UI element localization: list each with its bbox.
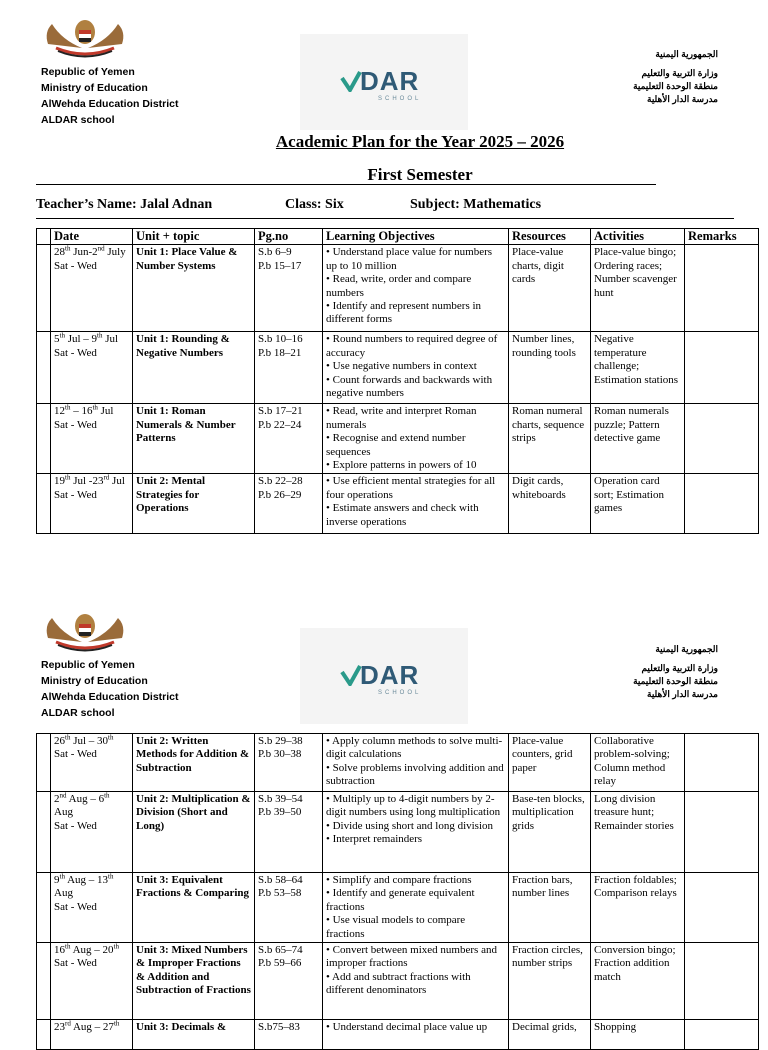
left-header — [41, 657, 179, 721]
objective-item: • Interpret remainders — [326, 833, 423, 846]
page-number: P.b 39–50 — [258, 806, 302, 819]
activities-cell: Conversion bingo; Fraction addition match — [591, 943, 685, 1020]
page-number-cell — [255, 245, 323, 332]
col-header: Date — [51, 229, 133, 245]
date-cell: 12th – 16th Jul Sat - Wed — [51, 404, 133, 474]
objective-item: • Divide using short and long division — [326, 819, 494, 832]
left-header-line: ALDAR school — [41, 707, 115, 719]
left-header-line: Republic of Yemen — [41, 66, 135, 78]
objectives-cell — [323, 1020, 509, 1050]
right-header-line: الجمهورية اليمنية — [655, 644, 718, 654]
activities-cell: Negative temperature challenge; Estimation stations — [591, 332, 685, 404]
objectives-cell — [323, 245, 509, 332]
table-row — [37, 734, 759, 792]
table-row — [37, 792, 759, 873]
ordinal-suffix: th — [65, 403, 71, 412]
table-row — [37, 332, 759, 404]
logo-subtext: SCHOOL — [378, 690, 422, 696]
objective-item: • Count forwards and backwards with negative numbers — [326, 373, 493, 400]
page-number: P.b 53–58 — [258, 887, 302, 900]
objectives-cell — [323, 873, 509, 943]
objective-item: • Use visual models to compare fractions — [326, 914, 466, 940]
yemen-emblem-icon — [42, 608, 128, 652]
logo-text: DAR — [360, 660, 420, 690]
page-number: S.b 22–28 — [258, 475, 303, 488]
date-cell: 2nd Aug – 6th Aug Sat - Wed — [51, 792, 133, 873]
page-number: S.b 58–64 — [258, 874, 303, 886]
row-marker-cell — [37, 404, 51, 474]
resources-cell: Place-value charts, digit cards — [509, 245, 591, 332]
ordinal-suffix: rd — [65, 1019, 71, 1028]
page-number: S.b75–83 — [258, 1021, 300, 1034]
table-row — [37, 404, 759, 474]
objective-item: • Convert between mixed numbers and improper fractions — [326, 944, 497, 970]
topic-cell: Unit 3: Mixed Numbers & Improper Fractions & Addition and Subtraction of Fractions — [133, 943, 255, 1020]
remarks-cell — [685, 873, 759, 943]
col-header: Learning Objectives — [323, 229, 509, 245]
objectives-cell — [323, 734, 509, 792]
right-header-line: منطقة الوحدة التعليمية — [633, 676, 718, 686]
row-marker-cell — [37, 792, 51, 873]
page-number: S.b 10–16 — [258, 333, 303, 346]
page-number: P.b 59–66 — [258, 957, 302, 970]
objectives-cell — [323, 792, 509, 873]
semester-title: First Semester — [367, 165, 473, 184]
page-number: P.b 18–21 — [258, 346, 302, 359]
topic-cell: Unit 3: Decimals & — [133, 1020, 255, 1050]
page-number: S.b 65–74 — [258, 944, 303, 957]
resources-cell: Number lines, rounding tools — [509, 332, 591, 404]
right-header-line: منطقة الوحدة التعليمية — [633, 81, 718, 91]
ordinal-suffix: th — [65, 473, 71, 482]
objective-item: • Use efficient mental strategies for all four operations — [326, 475, 496, 501]
table-row — [37, 873, 759, 943]
objectives-cell — [323, 404, 509, 474]
left-header — [41, 64, 179, 128]
left-header-line: Ministry of Education — [41, 675, 148, 687]
objective-item: • Understand decimal place value up — [326, 1021, 488, 1034]
remarks-cell — [685, 943, 759, 1020]
right-header-line: مدرسة الدار الأهلية — [647, 689, 718, 699]
topic-cell: Unit 1: Roman Numerals & Number Patterns — [133, 404, 255, 474]
date-cell: 26th Jul – 30th Sat - Wed — [51, 734, 133, 792]
objective-item: • Identify and represent numbers in different forms — [326, 300, 482, 326]
activities-cell: Place-value bingo; Ordering races; Number scavenger hunt — [591, 245, 685, 332]
ordinal-suffix: th — [65, 244, 71, 253]
remarks-cell — [685, 474, 759, 534]
activities-cell: Shopping — [591, 1020, 685, 1050]
teacher-name: Teacher’s Name: Jalal Adnan — [36, 197, 213, 212]
page-number: S.b 29–38 — [258, 735, 303, 747]
remarks-cell — [685, 332, 759, 404]
activities-cell: Collaborative problem-solving; Column method relay — [591, 734, 685, 792]
objective-item: • Round numbers to required degree of accuracy — [326, 333, 498, 359]
remarks-cell — [685, 734, 759, 792]
logo-mark-icon — [340, 664, 362, 686]
date-cell: 9th Aug – 13th Aug Sat - Wed — [51, 873, 133, 943]
objectives-cell — [323, 332, 509, 404]
date-cell: 5th Jul – 9th Jul Sat - Wed — [51, 332, 133, 404]
right-header — [633, 643, 718, 701]
resources-cell: Roman numeral charts, sequence strips — [509, 404, 591, 474]
plan-table-page-1 — [36, 228, 759, 534]
row-marker-cell — [37, 474, 51, 534]
left-header-line: Republic of Yemen — [41, 659, 135, 671]
objective-item: • Simplify and compare fractions — [326, 874, 472, 886]
objective-item: • Identify and generate equivalent fractions — [326, 887, 475, 913]
ordinal-suffix: nd — [97, 244, 105, 253]
page-number: P.b 30–38 — [258, 748, 302, 761]
right-header-line: مدرسة الدار الأهلية — [647, 94, 718, 104]
page-number-cell — [255, 474, 323, 534]
col-header: Activities — [591, 229, 685, 245]
date-cell: 19th Jul -23rd Jul Sat - Wed — [51, 474, 133, 534]
page-number-cell — [255, 404, 323, 474]
objective-item: • Apply column methods to solve multi-digit calculations — [326, 735, 503, 761]
subject-label: Subject: Mathematics — [410, 197, 542, 212]
page-number-cell — [255, 332, 323, 404]
ordinal-suffix: th — [113, 1019, 120, 1028]
table-row — [37, 943, 759, 1020]
table-row — [37, 1020, 759, 1050]
resources-cell: Digit cards, whiteboards — [509, 474, 591, 534]
topic-cell: Unit 2: Mental Strategies for Operations — [133, 474, 255, 534]
remarks-cell — [685, 245, 759, 332]
ordinal-suffix: th — [59, 872, 65, 881]
page-number: P.b 26–29 — [258, 488, 302, 501]
topic-cell: Unit 2: Written Methods for Addition & Subtraction — [133, 734, 255, 792]
divider — [36, 184, 656, 185]
right-header-line: وزارة التربية والتعليم — [641, 68, 718, 78]
right-header-line: وزارة التربية والتعليم — [641, 663, 718, 673]
ordinal-suffix: nd — [59, 791, 67, 800]
page-number-cell — [255, 1020, 323, 1050]
remarks-cell — [685, 404, 759, 474]
left-header-line: ALDAR school — [41, 114, 115, 126]
topic-cell: Unit 2: Multiplication & Division (Short and Long) — [133, 792, 255, 873]
page-number: S.b 39–54 — [258, 793, 303, 805]
ordinal-suffix: th — [59, 331, 65, 340]
resources-cell: Fraction circles, number strips — [509, 943, 591, 1020]
ordinal-suffix: th — [113, 942, 119, 951]
col-header: Resources — [509, 229, 591, 245]
topic-cell: Unit 1: Place Value & Number Systems — [133, 245, 255, 332]
page-number-cell — [255, 943, 323, 1020]
page-number-cell — [255, 734, 323, 792]
ordinal-suffix: rd — [103, 473, 110, 482]
ordinal-suffix: th — [104, 791, 110, 800]
divider — [36, 218, 734, 219]
objective-item: • Multiply up to 4-digit numbers by 2-digit numbers using long multiplication — [326, 793, 501, 819]
ordinal-suffix: th — [65, 942, 71, 951]
objective-item: • Estimate answers and check with inverse operations — [326, 502, 479, 528]
remarks-cell — [685, 1020, 759, 1050]
row-marker-cell — [37, 332, 51, 404]
objective-item: • Explore patterns in powers of 10 — [326, 459, 477, 472]
resources-cell: Decimal grids, — [509, 1020, 591, 1050]
row-marker-cell — [37, 873, 51, 943]
objectives-cell — [323, 474, 509, 534]
objective-item: • Understand place value for numbers up to 10 million — [326, 246, 493, 272]
col-header: Pg.no — [255, 229, 323, 245]
table-row — [37, 245, 759, 332]
objectives-cell — [323, 943, 509, 1020]
activities-cell: Operation card sort; Estimation games — [591, 474, 685, 534]
row-marker-cell — [37, 1020, 51, 1050]
page-title: Academic Plan for the Year 2025 – 2026 — [275, 132, 565, 151]
ordinal-suffix: th — [65, 733, 71, 742]
activities-cell: Roman numerals puzzle; Pattern detective game — [591, 404, 685, 474]
objective-item: • Recognise and extend number sequences — [326, 432, 466, 458]
activities-cell: Fraction foldables; Comparison relays — [591, 873, 685, 943]
logo-text: DAR — [360, 66, 420, 96]
objective-item: • Add and subtract fractions with different denominators — [326, 970, 471, 997]
page-number-cell — [255, 792, 323, 873]
objective-item: • Read, write and interpret Roman numerals — [326, 405, 477, 431]
date-cell: 28th Jun-2nd July Sat - Wed — [51, 245, 133, 332]
resources-cell: Fraction bars, number lines — [509, 873, 591, 943]
page-number-cell — [255, 873, 323, 943]
page-number: P.b 15–17 — [258, 259, 302, 272]
topic-cell: Unit 1: Rounding & Negative Numbers — [133, 332, 255, 404]
row-marker-cell — [37, 734, 51, 792]
left-header-line: AlWehda Education District — [41, 98, 179, 110]
activities-cell: Long division treasure hunt; Remainder stories — [591, 792, 685, 873]
page-number: S.b 6–9 — [258, 246, 292, 259]
objective-item: • Use negative numbers in context — [326, 360, 477, 373]
yemen-emblem-icon — [42, 14, 128, 58]
school-logo — [300, 628, 468, 724]
col-header: Unit + topic — [133, 229, 255, 245]
row-marker-cell — [37, 245, 51, 332]
plan-table-page-2 — [36, 733, 759, 1050]
remarks-cell — [685, 792, 759, 873]
col-header: Remarks — [685, 229, 759, 245]
logo-subtext: SCHOOL — [378, 96, 422, 102]
left-header-line: AlWehda Education District — [41, 691, 179, 703]
right-header-line: الجمهورية اليمنية — [655, 49, 718, 59]
ordinal-suffix: th — [108, 872, 114, 881]
resources-cell: Base-ten blocks, multiplication grids — [509, 792, 591, 873]
left-header-line: Ministry of Education — [41, 82, 148, 94]
page-number: S.b 17–21 — [258, 405, 303, 418]
logo-mark-icon — [340, 70, 362, 92]
class-label: Class: Six — [285, 197, 344, 212]
resources-cell: Place-value counters, grid paper — [509, 734, 591, 792]
ordinal-suffix: th — [97, 331, 103, 340]
ordinal-suffix: th — [108, 733, 114, 742]
page-number: P.b 22–24 — [258, 418, 302, 431]
right-header — [633, 48, 718, 106]
ordinal-suffix: th — [92, 403, 98, 412]
row-marker-cell — [37, 943, 51, 1020]
date-cell: 23rd Aug – 27th — [51, 1020, 133, 1050]
table-row — [37, 474, 759, 534]
objective-item: • Read, write, order and compare numbers — [326, 273, 472, 299]
topic-cell: Unit 3: Equivalent Fractions & Comparing — [133, 873, 255, 943]
objective-item: • Solve problems involving addition and subtraction — [326, 761, 504, 788]
school-logo — [300, 34, 468, 130]
table-header-row — [37, 229, 759, 245]
date-cell: 16th Aug – 20th Sat - Wed — [51, 943, 133, 1020]
